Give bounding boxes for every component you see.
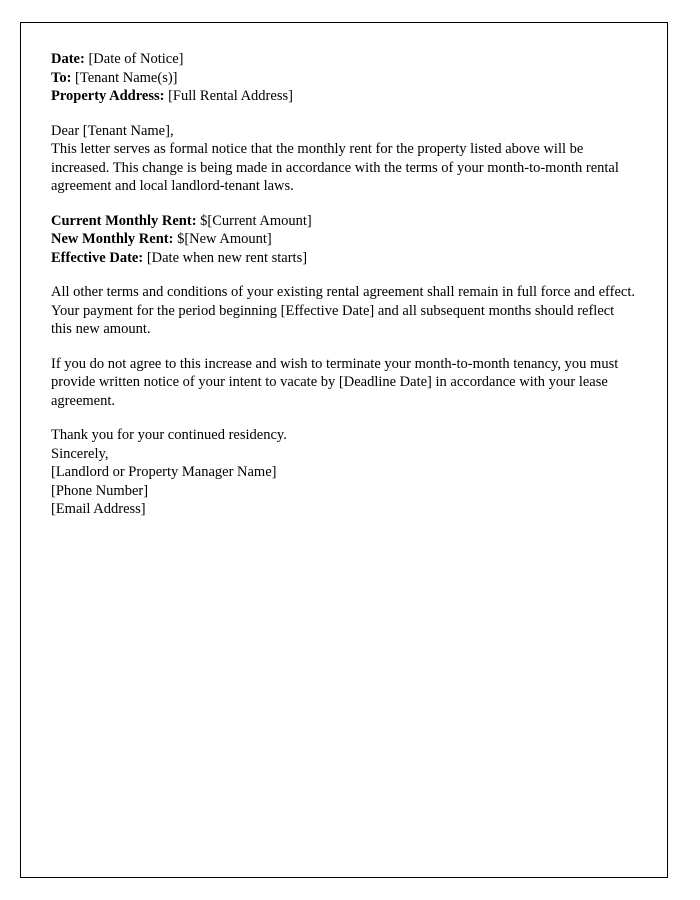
terms-paragraph: All other terms and conditions of your existing rental agreement shall remain in full force and effect. Your payment for the period beginning [Effective Date] and all subsequent months should reflect this new amount. xyxy=(51,284,635,337)
property-address-value: [Full Rental Address] xyxy=(168,88,293,104)
effective-date-line xyxy=(51,249,637,268)
notice-paragraph: This letter serves as formal notice that the monthly rent for the property listed above will be increased. This change is being made in accordance with the terms of your month-to-month rental agreement and local landlord-tenant laws. xyxy=(51,141,619,194)
signature-block xyxy=(51,463,637,519)
to-line xyxy=(51,69,637,88)
to-value: [Tenant Name(s)] xyxy=(75,69,178,86)
current-rent-value: $[Current Amount] xyxy=(200,212,312,229)
termination-paragraph: If you do not agree to this increase and wish to terminate your month-to-month tenancy, you must provide written notice of your intent to vacate by [Deadline Date] in accordance with your lease agreement. xyxy=(51,355,619,409)
new-rent-label: New Monthly Rent: xyxy=(51,231,174,247)
date-line xyxy=(51,50,637,69)
date-label: Date: xyxy=(51,51,85,67)
salutation: Dear [Tenant Name], xyxy=(51,122,174,139)
effective-date-value: [Date when new rent starts] xyxy=(146,249,308,266)
thanks-line: Thank you for your continued residency. xyxy=(51,427,287,443)
to-label: To: xyxy=(51,69,72,86)
signature-phone: [Phone Number] xyxy=(51,482,149,499)
letter-page xyxy=(20,22,668,878)
property-address-line xyxy=(51,87,637,106)
effective-date-label: Effective Date: xyxy=(51,249,144,266)
new-rent-value: $[New Amount] xyxy=(177,231,272,247)
date-value: [Date of Notice] xyxy=(88,51,184,67)
new-rent-line xyxy=(51,230,637,249)
closing-line: Sincerely, xyxy=(51,445,109,462)
rent-details-block xyxy=(51,212,637,268)
recipient-block xyxy=(51,69,637,106)
property-address-label: Property Address: xyxy=(51,88,165,104)
signature-email: [Email Address] xyxy=(51,501,146,517)
current-rent-line xyxy=(51,212,637,231)
current-rent-label: Current Monthly Rent: xyxy=(51,212,197,229)
signature-name: [Landlord or Property Manager Name] xyxy=(51,464,277,480)
